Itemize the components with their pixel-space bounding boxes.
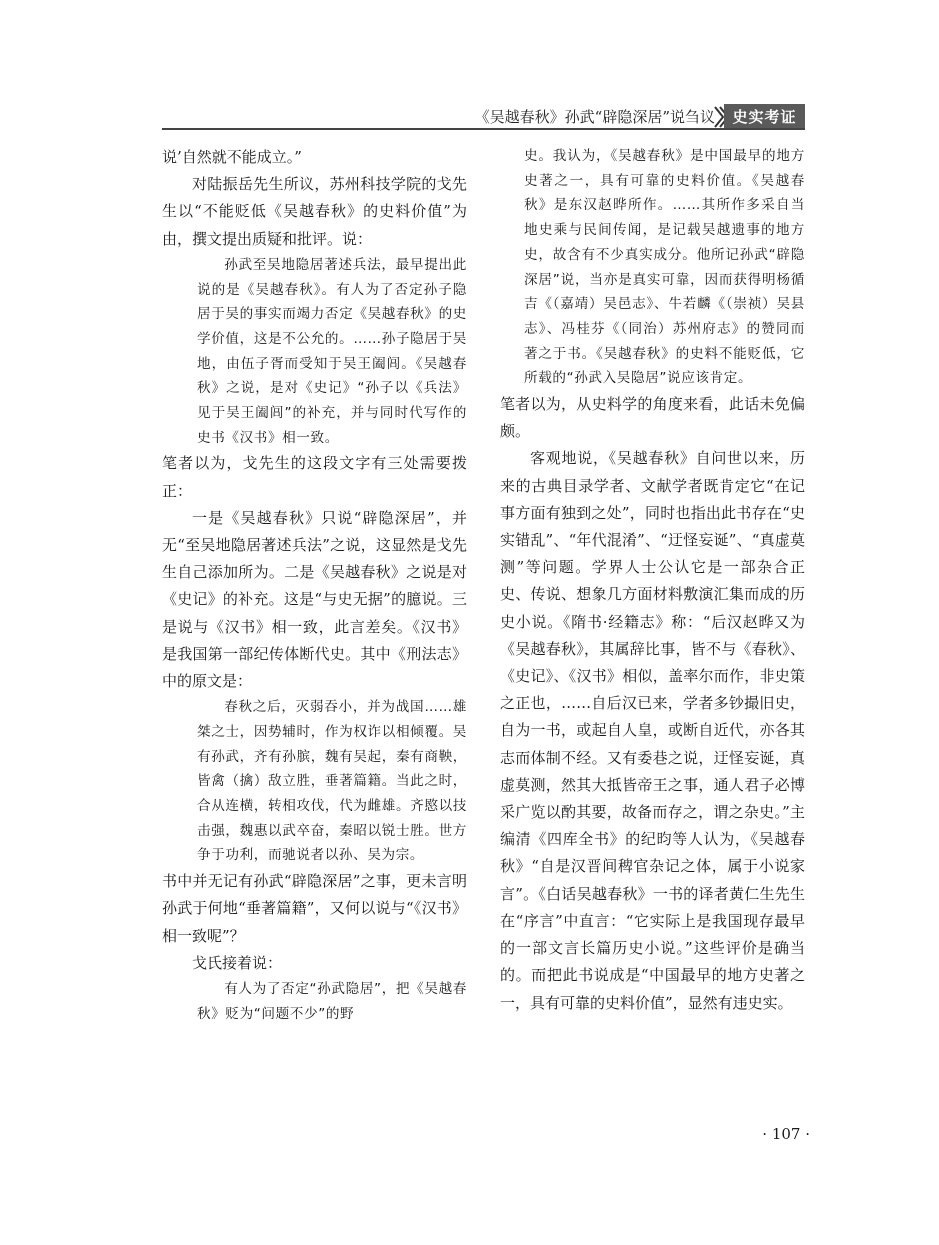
paragraph: 笔者以为，戈先生的这段文字有三处需要拨正： [162, 454, 467, 500]
section-badge: 史实考证 [724, 104, 805, 130]
paragraph: 戈氏接着说： [192, 953, 283, 972]
paragraph: 一是《吴越春秋》只说“辟隐深居”，并无“至吴地隐居著述兵法”之说，这显然是戈先生自己添加所为。二是《吴越春秋》之说是对《史记》的补充。这是“与史无据”的臆说。三是说与《汉书》相一致，此言差矣。《汉书》是我国第一部纪传体断代史。其中《刑法志》中的原文是： [162, 508, 467, 691]
header-divider [162, 128, 805, 130]
paragraph: 书中并无记有孙武“辟隐深居”之事，更未言明孙武于何地“垂著篇籍”，又何以说与“《汉书》相一致呢”？ [162, 872, 467, 945]
paragraph: 笔者以为，从史料学的角度来看，此话未免偏颇。 [500, 395, 805, 441]
block-quote: 春秋之后，灭弱吞小，并为战国……雄桀之士，因势辅时，作为权诈以相倾覆。吴有孙武，齐有孙膑，魏有吴起，秦有商鞅，皆禽（擒）敌立胜，垂著篇籍。当此之时，合从连横，转相攻伐，代为雌雄。齐愍以技击强，魏惠以武卒奋，秦昭以锐士胜。世方争于功利，而驰说者以孙、吴为宗。 [197, 699, 467, 864]
right-column [500, 144, 805, 1017]
page-number: · 107 · [762, 1125, 810, 1143]
block-quote: 有人为了否定“孙武隐居”，把《吴越春秋》贬为“问题不少”的野 [197, 981, 467, 1022]
paragraph: 客观地说，《吴越春秋》自问世以来，历来的古典目录学者、文献学者既肯定它“在记事方面有独到之处”，同时也指出此书存在“史实错乱”、“年代混淆”、“迂怪妄诞”、“真虚莫测”等问题。学界人士公认它是一部杂合正史、传说、想象几方面材料敷演汇集而成的历史小说。《隋书·经籍志》称：“后汉赵晔又为《吴越春秋》，其属辞比事，皆不与《春秋》、《史记》、《汉书》相似，盖率尔而作，非史策之正也，……自后汉已来，学者多钞撮旧史，自为一书，或起自人皇，或断自近代，亦各其志而体制不经。又有委巷之说，迂怪妄诞，真虚莫测，然其大抵皆帝王之事，通人君子必博采广览以酌其要，故备而存之，谓之杂史。”主编清《四库全书》的纪昀等人认为，《吴越春秋》“自是汉晋间稗官杂记之体，属于小说家言”。《白话吴越春秋》一书的译者黄仁生先生在“序言”中直言：“它实际上是我国现存最早的一部文言长篇历史小说。”这些评价是确当的。而把此书说成是“中国最早的地方史著之一，具有可靠的史料价值”，显然有违史实。 [500, 449, 805, 1012]
running-header-title: 《吴越春秋》孙武“辟隐深居”说刍议 [474, 108, 715, 126]
block-quote-continued: 史。我认为，《吴越春秋》是中国最早的地方史著之一，具有可靠的史料价值。《吴越春秋》是东汉赵晔所作。……其所作多采自当地史乘与民间传闻，是记载吴越遗事的地方史，故含有不少真实成分。他所记孙武“辟隐深居”说，当亦是真实可靠，因而获得明杨循吉《（嘉靖）吴邑志》、牛若麟《（崇祯）吴县志》、冯桂芬《（同治）苏州府志》的赞同而著之于书。《吴越春秋》的史料不能贬低，它所载的“孙武入吴隐居”说应该肯定。 [524, 148, 805, 387]
paragraph: 对陆振岳先生所议，苏州科技学院的戈先生以“不能贬低《吴越春秋》的史料价值”为由，撰文提出质疑和批评。说： [162, 175, 467, 248]
left-column [162, 144, 467, 1026]
block-quote: 孙武至吴地隐居著述兵法，最早提出此说的是《吴越春秋》。有人为了否定孙子隐居于吴的事实而竭力否定《吴越春秋》的史学价值，这是不公允的。……孙子隐居于吴地，由伍子胥而受知于吴王阖闾。《吴越春秋》之说，是对《史记》“孙子以《兵法》见于吴王阖闾”的补充，并与同时代写作的史书《汉书》相一致。 [197, 256, 467, 446]
paragraph: 说’自然就不能成立。” [162, 148, 302, 166]
